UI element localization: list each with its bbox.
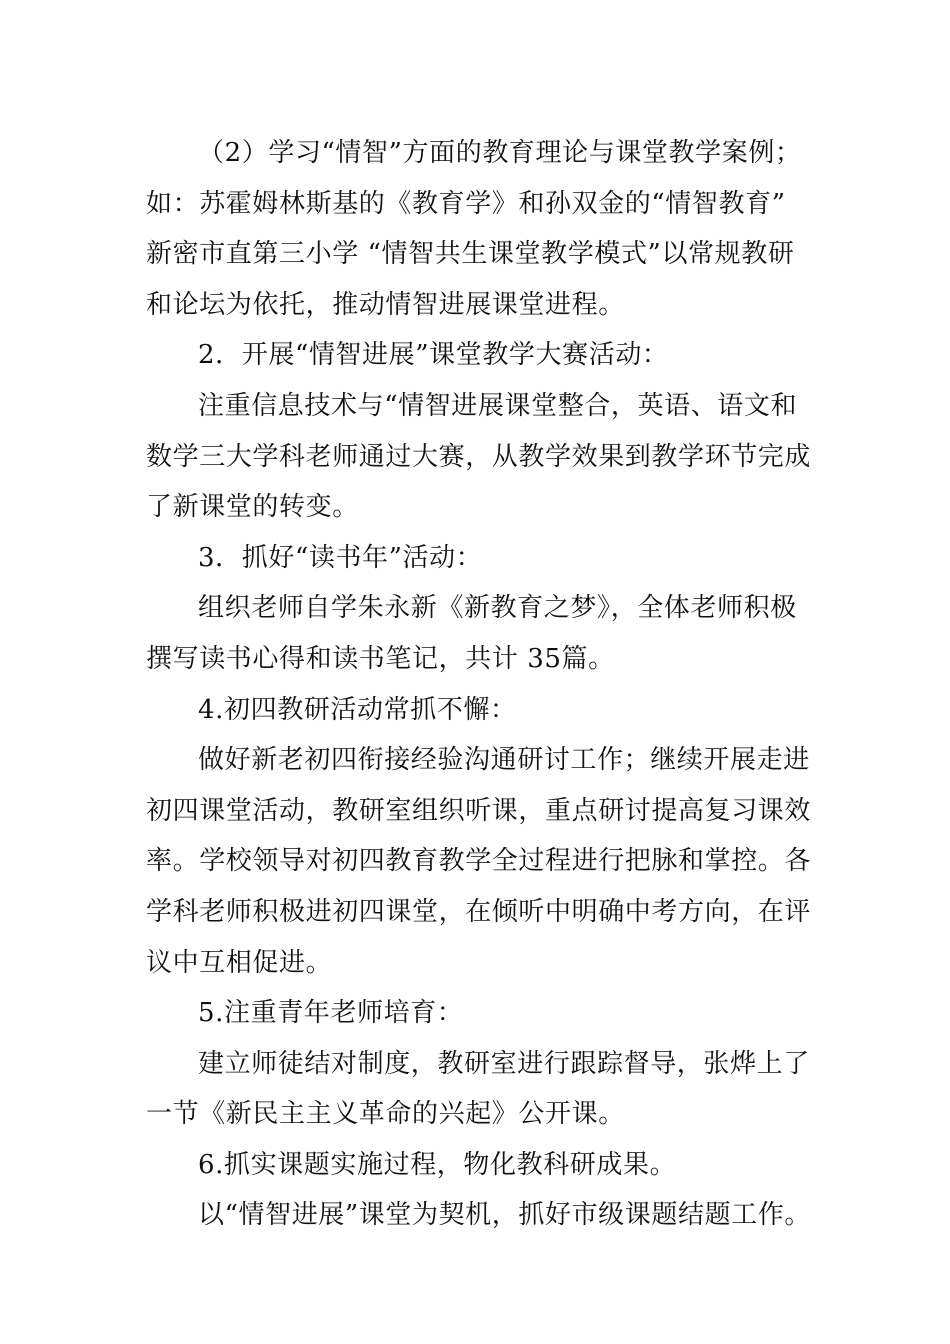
text-line: 一节《新民主主义革命的兴起》公开课。 xyxy=(146,1099,625,1130)
text-line: 数学三大学科老师通过大赛，从教学效果到教学环节完成 xyxy=(146,441,812,472)
text-line: 撰写读书心得和读书笔记，共计 35篇。 xyxy=(146,643,615,674)
text-line: 率。学校领导对初四教育教学全过程进行把脉和掌控。各 xyxy=(146,846,812,877)
text-line: 了新课堂的转变。 xyxy=(146,492,359,523)
section-heading: 4.初四教研活动常抓不懈： xyxy=(198,694,517,725)
text-line: 以“情智进展”课堂为契机，抓好市级课题结题工作。 xyxy=(198,1200,811,1231)
text-line: 新密市直第三小学 “情智共生课堂教学模式”以常规教研 xyxy=(146,239,795,270)
text-line: 组织老师自学朱永新《新教育之梦》，全体老师积极 xyxy=(198,593,797,624)
text-line: 议中互相促进。 xyxy=(146,947,333,978)
text-line: 注重信息技术与“情智进展课堂整合，英语、语文和 xyxy=(198,390,798,421)
text-line: 建立师徒结对制度，教研室进行跟踪督导，张烨上了 xyxy=(198,1048,810,1079)
section-heading: 5.注重青年老师培育： xyxy=(198,998,464,1029)
text-line: 如：苏霍姆林斯基的《教育学》和孙双金的“情智教育” xyxy=(146,188,786,219)
section-heading: 3．抓好“读书年”活动： xyxy=(198,542,483,573)
document-body xyxy=(146,128,812,1241)
text-line: 做好新老初四衔接经验沟通研讨工作；继续开展走进 xyxy=(198,745,810,776)
text-line: 学科老师积极进初四课堂，在倾听中明确中考方向，在评 xyxy=(146,896,812,927)
section-heading: 6.抓实课题实施过程，物化教科研成果。 xyxy=(198,1149,677,1180)
text-line: 和论坛为依托，推动情智进展课堂进程。 xyxy=(146,289,625,320)
text-line: （2）学习“情智”方面的教育理论与课堂教学案例； xyxy=(198,138,802,168)
text-line: 初四课堂活动，教研室组织听课，重点研讨提高复习课效 xyxy=(146,795,812,826)
section-heading: 2．开展“情智进展”课堂教学大赛活动： xyxy=(198,340,669,371)
